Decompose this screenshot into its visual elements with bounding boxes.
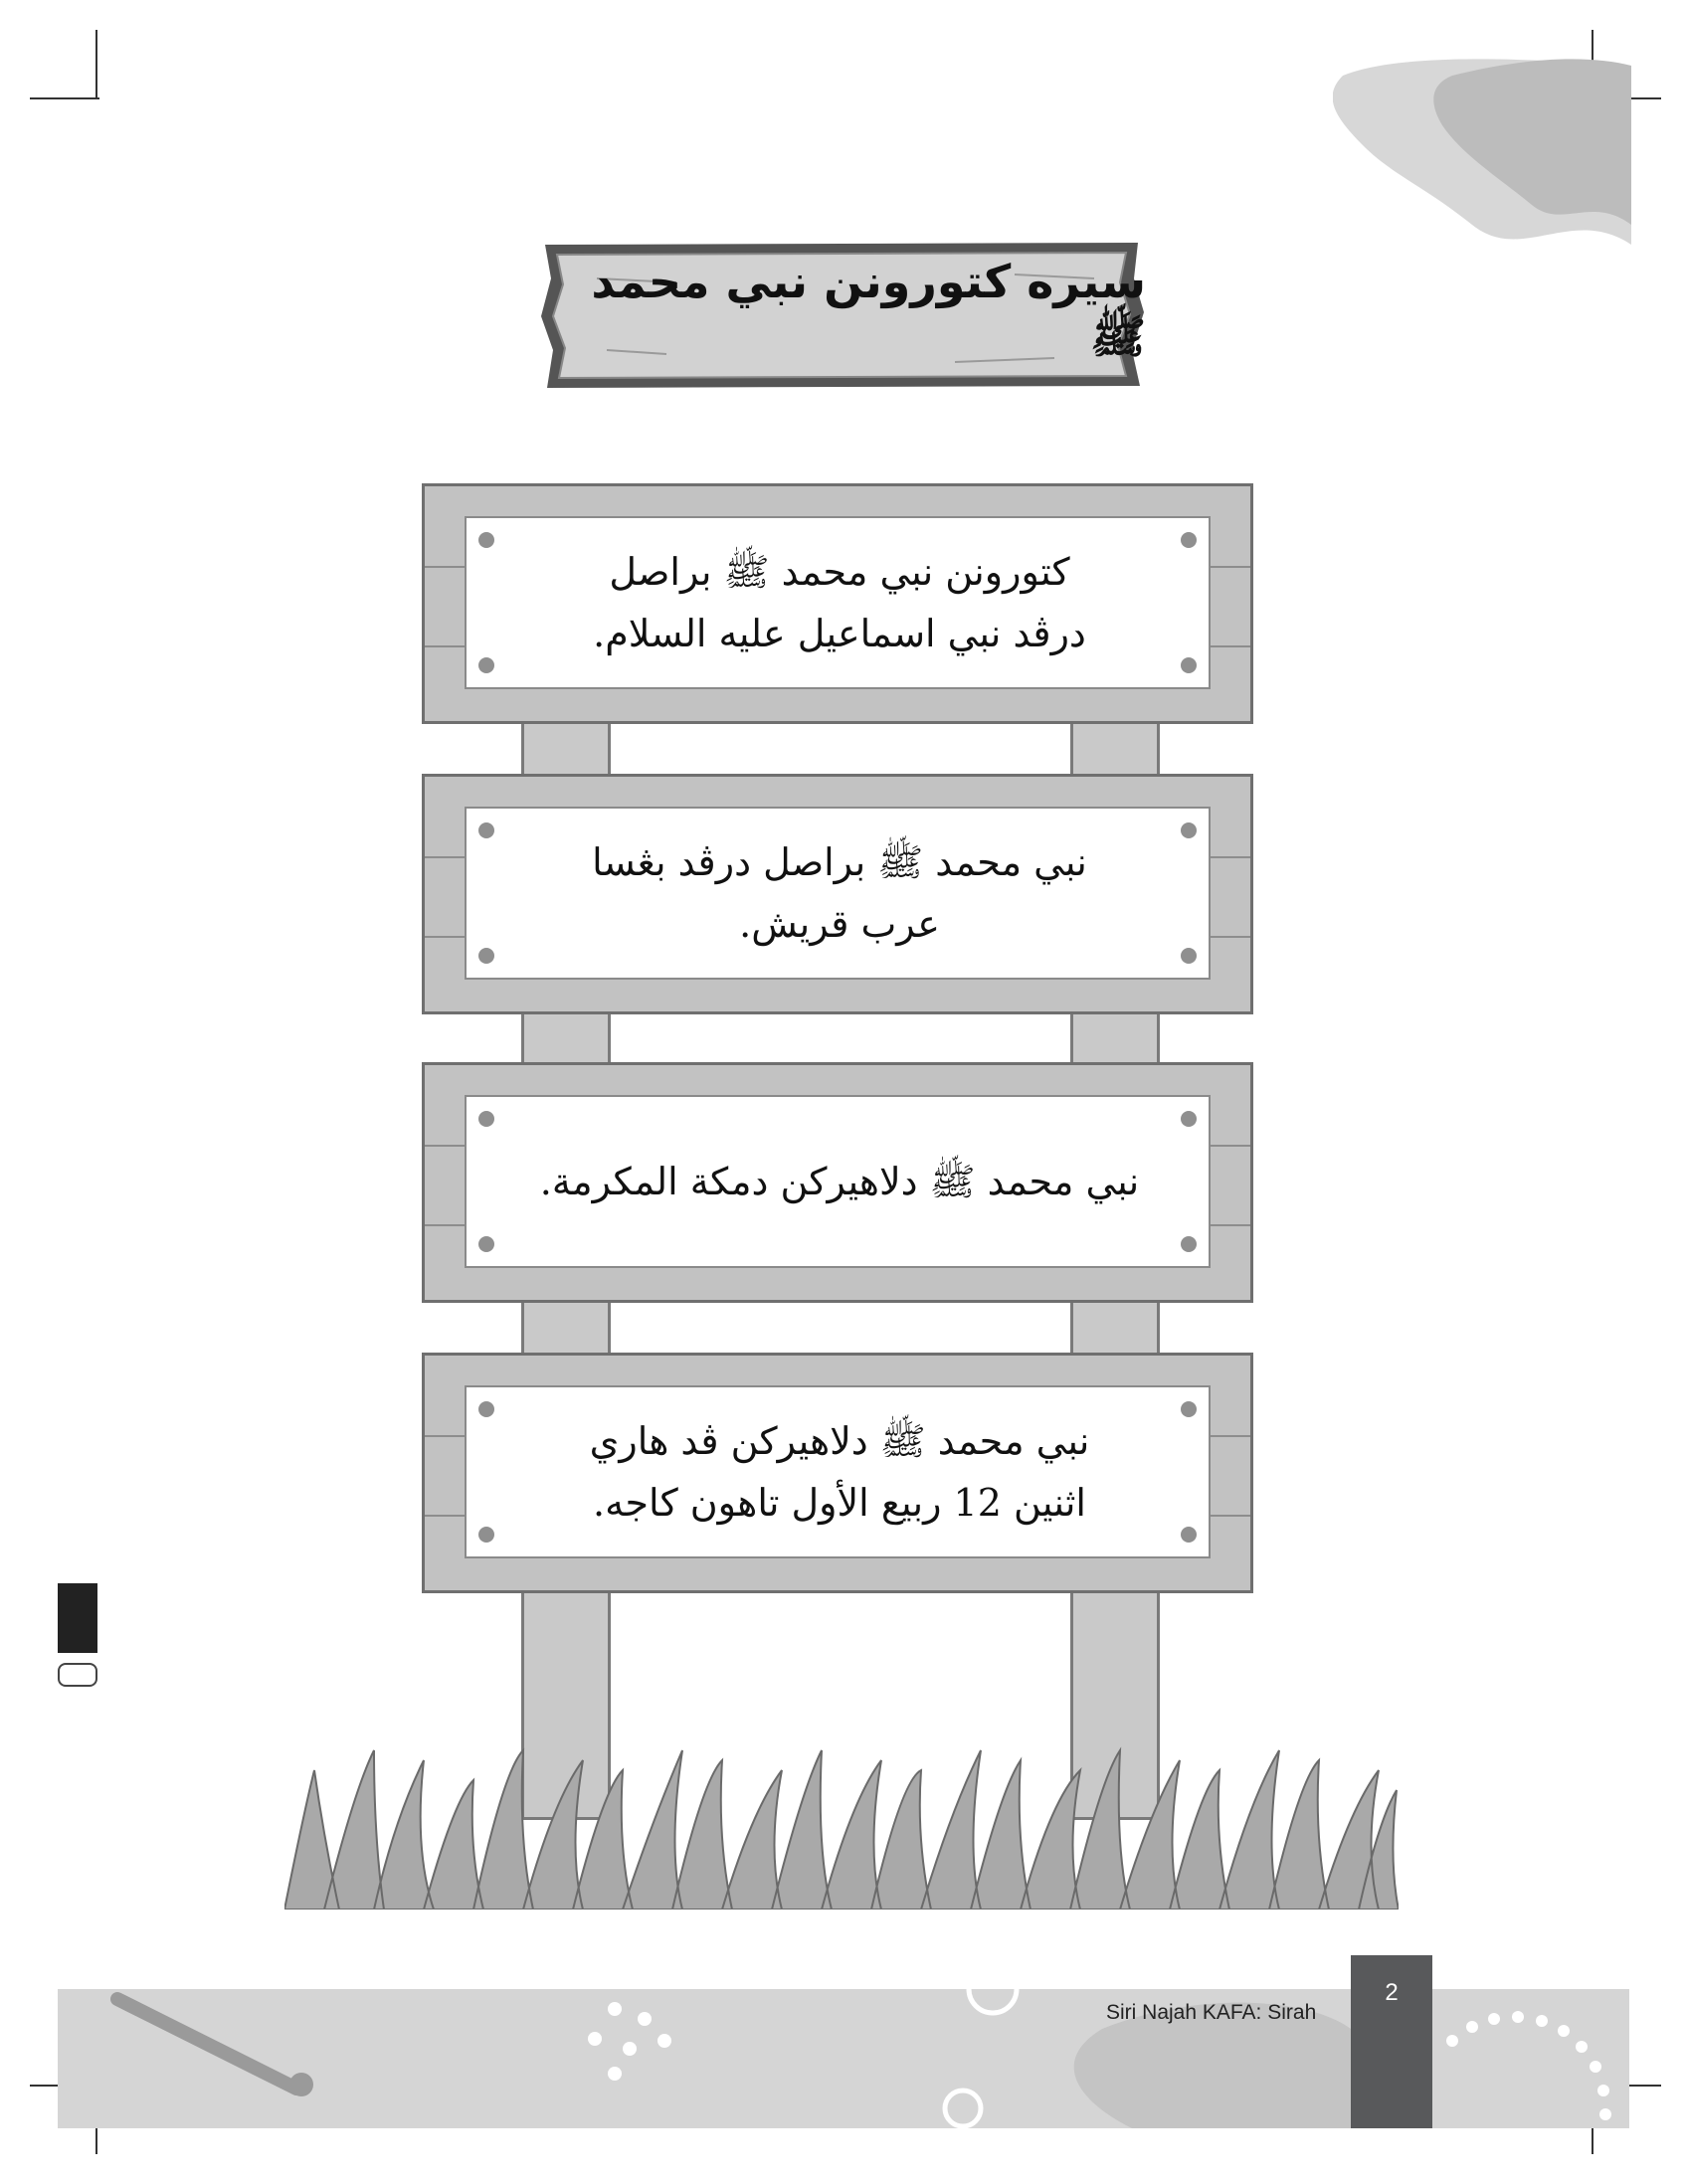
sign-panel [465,1095,1211,1268]
sign-panel [465,807,1211,980]
decorative-blob [1333,56,1631,265]
board-2-line-1: نبي محمد ﷺ براصل درڤد بڠسا [592,840,1087,884]
crop-mark [30,97,99,99]
board-4-line-1: نبي محمد ﷺ دلاهيركن ڤد هاري [589,1419,1090,1463]
board-2-line-2: عرب قريش. [739,902,940,946]
footer-series-title: Siri Najah KAFA: Sirah [1106,2001,1317,2024]
page-number: 2 [1385,1979,1399,2006]
crop-mark [95,30,97,99]
board-4-line-2: اثنين 12 ربيع الأول تاهون كاجه. [593,1481,1086,1525]
edge-decoration [58,1583,97,1653]
sign-board-4 [422,1353,1253,1593]
sign-panel [465,1385,1211,1558]
sign-panel [465,516,1211,689]
footer-dots-decoration [1432,2001,1621,2130]
sign-board-1 [422,483,1253,724]
title-sign [537,239,1146,390]
board-1-line-2: درڤد نبي اسماعيل عليه السلام. [593,612,1086,655]
page-title: سيره كتورونن نبي محمد ﷺ [591,254,1146,363]
sign-board-2 [422,774,1253,1014]
board-3-line-1: نبي محمد ﷺ دلاهيركن دمكة المكرمة. [539,1160,1140,1203]
grass-illustration [284,1730,1399,1910]
edge-decoration [58,1663,97,1687]
board-1-line-1: كتورونن نبي محمد ﷺ براصل [609,550,1070,594]
sign-board-3 [422,1062,1253,1303]
